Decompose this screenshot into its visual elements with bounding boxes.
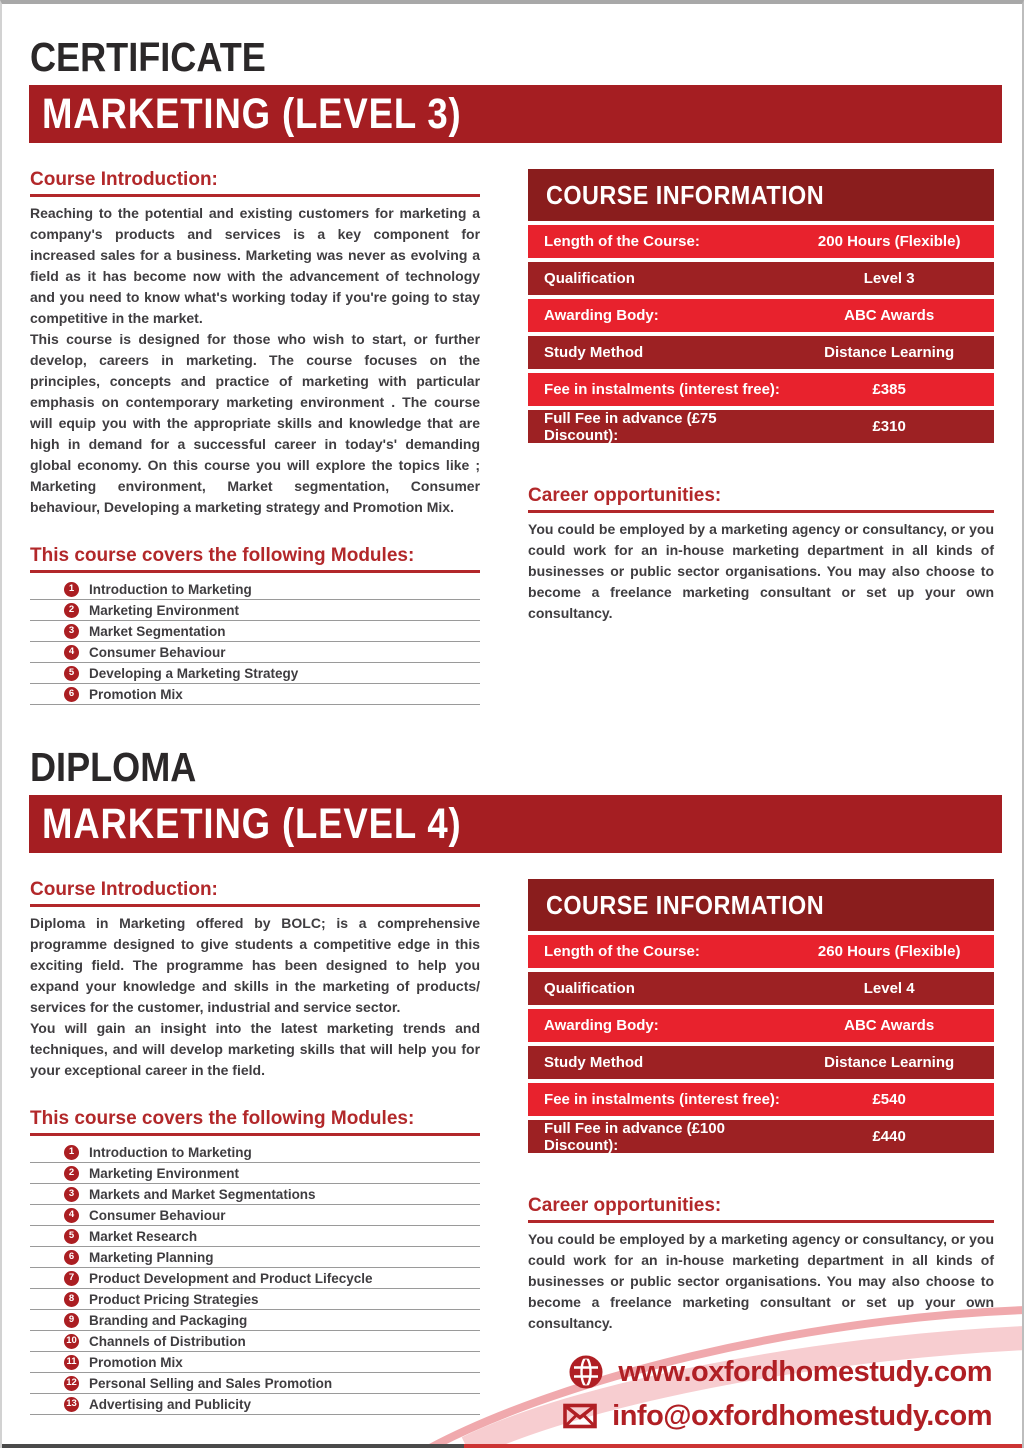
- career-text: You could be employed by a marketing agency or consultancy, or you could work for an in-house marketing department in all kinds of businesses or public sector organisations. You may also choose to become a freelance marketing consultant or set up your own consultancy.: [528, 521, 994, 621]
- info-value: £440: [872, 1128, 906, 1145]
- modules-list: [30, 579, 480, 705]
- info-row: [528, 1083, 994, 1116]
- career-heading: Career opportunities:: [528, 1195, 994, 1223]
- module-item: [30, 1226, 480, 1247]
- info-label: Full Fee in advance (£75 Discount):: [544, 409, 717, 444]
- email-text: info@oxfordhomestudy.com: [612, 1399, 992, 1432]
- info-value: ABC Awards: [844, 307, 935, 324]
- module-number-badge: 10: [64, 1334, 79, 1349]
- certificate-right-column: [528, 169, 994, 705]
- bottom-border-right: [464, 1444, 1022, 1448]
- website-text: www.oxfordhomestudy.com: [618, 1355, 992, 1388]
- module-title: Marketing Environment: [89, 602, 240, 618]
- module-item: [30, 1247, 480, 1268]
- module-item: [30, 1205, 480, 1226]
- info-label: Length of the Course:: [544, 943, 700, 960]
- email-link[interactable]: [562, 1398, 992, 1434]
- module-title: Consumer Behaviour: [89, 1207, 226, 1223]
- module-number-badge: 9: [64, 1313, 79, 1328]
- module-title: Advertising and Publicity: [89, 1396, 252, 1412]
- info-row: [528, 935, 994, 968]
- info-value: 200 Hours (Flexible): [817, 233, 961, 250]
- module-number-badge: 6: [64, 1250, 79, 1265]
- info-label: Fee in instalments (interest free):: [544, 1091, 780, 1108]
- info-row: [528, 1120, 994, 1153]
- intro-paragraph: Reaching to the potential and existing customers for marketing a company's products and services is a key component for increased sales for a business. Marketing was never as evolving a field as it has become now with the advancement of technology and you need to know what's working today if you're going to stay competitive in the market.: [30, 205, 481, 326]
- module-item: [30, 1163, 480, 1184]
- course-info-table: [528, 935, 994, 1153]
- info-row: [528, 972, 994, 1005]
- intro-heading: Course Introduction:: [30, 879, 480, 907]
- info-label: Study Method: [544, 344, 644, 361]
- module-title: Product Development and Product Lifecycle: [89, 1270, 373, 1286]
- module-item: [30, 1268, 480, 1289]
- module-number-badge: 2: [64, 603, 79, 618]
- course-info-title: COURSE INFORMATION: [546, 889, 825, 920]
- info-value: Distance Learning: [824, 344, 955, 361]
- course-info-header: [528, 879, 994, 931]
- info-row: [528, 373, 994, 406]
- module-title: Product Pricing Strategies: [89, 1291, 259, 1307]
- module-title: Markets and Market Segmentations: [89, 1186, 316, 1202]
- info-label: Qualification: [544, 270, 635, 287]
- info-label: Awarding Body:: [544, 1017, 659, 1034]
- module-title: Personal Selling and Sales Promotion: [89, 1375, 333, 1391]
- info-value: Distance Learning: [824, 1054, 955, 1071]
- module-item: [30, 663, 480, 684]
- module-item: [30, 1394, 480, 1415]
- info-label: Fee in instalments (interest free):: [544, 381, 780, 398]
- info-row: [528, 225, 994, 258]
- diploma-kicker: DIPLOMA: [30, 744, 197, 790]
- info-row: [528, 1009, 994, 1042]
- certificate-title: MARKETING (LEVEL 3): [42, 89, 462, 138]
- intro-heading: Course Introduction:: [30, 169, 480, 197]
- module-number-badge: 5: [64, 1229, 79, 1244]
- module-title: Promotion Mix: [89, 686, 183, 702]
- module-number-badge: 11: [64, 1355, 79, 1370]
- module-number-badge: 12: [64, 1376, 79, 1391]
- module-title: Consumer Behaviour: [89, 644, 226, 660]
- career-text: You could be employed by a marketing agency or consultancy, or you could work for an in-house marketing department in all kinds of businesses or public sector organisations. You may also choose to become a freelance marketing consultant or set up your own consultancy.: [528, 1231, 994, 1331]
- info-label: Study Method: [544, 1054, 644, 1071]
- website-link[interactable]: [568, 1354, 992, 1390]
- module-number-badge: 4: [64, 1208, 79, 1223]
- info-value: Level 4: [863, 980, 915, 997]
- diploma-title-banner: [29, 795, 1002, 853]
- module-number-badge: 5: [64, 666, 79, 681]
- module-number-badge: 1: [64, 1145, 79, 1160]
- module-item: [30, 1373, 480, 1394]
- certificate-section: [2, 34, 1022, 705]
- info-row: [528, 299, 994, 332]
- info-label: Length of the Course:: [544, 233, 700, 250]
- module-number-badge: 6: [64, 687, 79, 702]
- mail-icon: [562, 1398, 598, 1434]
- info-value: Level 3: [863, 270, 915, 287]
- module-number-badge: 4: [64, 645, 79, 660]
- module-title: Introduction to Marketing: [89, 1144, 252, 1160]
- module-item: [30, 600, 480, 621]
- module-item: [30, 1352, 480, 1373]
- intro-paragraph: This course is designed for those who wish to start, or further develop, careers in marketing. The course focuses on the principles, concepts and practice of marketing with particular emphasis on contemporary marketing environment . The course will equip you with the appropriate skills and knowledge that are high in demand for a successful career in today's' demanding global economy. On this course you will explore the topics like ; Marketing environment, Market segmentation, Consumer behaviour, Developing a marketing strategy and Promotion Mix.: [30, 331, 481, 515]
- info-value: £385: [872, 381, 906, 398]
- module-title: Market Research: [89, 1228, 198, 1244]
- bottom-border-left: [2, 1444, 464, 1448]
- info-value: £540: [872, 1091, 906, 1108]
- module-item: [30, 1289, 480, 1310]
- module-title: Channels of Distribution: [89, 1333, 246, 1349]
- intro-paragraph: You will gain an insight into the latest marketing trends and techniques, and will develop marketing skills that will help you for your exceptional career in the field.: [30, 1020, 481, 1078]
- module-title: Marketing Environment: [89, 1165, 240, 1181]
- module-title: Promotion Mix: [89, 1354, 183, 1370]
- module-item: [30, 621, 480, 642]
- info-row: [528, 1046, 994, 1079]
- career-heading: Career opportunities:: [528, 485, 994, 513]
- diploma-right-column: [528, 879, 994, 1415]
- module-number-badge: 3: [64, 624, 79, 639]
- info-label: Qualification: [544, 980, 635, 997]
- module-title: Marketing Planning: [89, 1249, 214, 1265]
- info-value: 260 Hours (Flexible): [817, 943, 961, 960]
- course-info-header: [528, 169, 994, 221]
- info-value: £310: [872, 418, 906, 435]
- diploma-section: [2, 744, 1022, 1415]
- module-number-badge: 8: [64, 1292, 79, 1307]
- course-info-table: [528, 225, 994, 443]
- certificate-kicker: CERTIFICATE: [30, 34, 266, 80]
- globe-icon: [568, 1354, 604, 1390]
- info-label: Awarding Body:: [544, 307, 659, 324]
- info-label: Full Fee in advance (£100 Discount):: [544, 1119, 725, 1154]
- module-title: Branding and Packaging: [89, 1312, 248, 1328]
- info-row: [528, 262, 994, 295]
- module-item: [30, 1184, 480, 1205]
- modules-heading: This course covers the following Modules:: [30, 1108, 480, 1136]
- info-value: ABC Awards: [844, 1017, 935, 1034]
- info-row: [528, 336, 994, 369]
- module-item: [30, 579, 480, 600]
- intro-paragraph: Diploma in Marketing offered by BOLC; is a comprehensive programme designed to give students a competitive edge in this exciting field. The programme has been designed to help you expand your knowledge and skills in the marketing of products/ services for the customer, industrial and service sector.: [30, 915, 481, 1015]
- course-info-title: COURSE INFORMATION: [546, 179, 825, 210]
- module-item: [30, 642, 480, 663]
- module-title: Developing a Marketing Strategy: [89, 665, 299, 681]
- diploma-title: MARKETING (LEVEL 4): [42, 799, 462, 848]
- certificate-title-banner: [29, 85, 1002, 143]
- diploma-left-column: [30, 879, 480, 1415]
- module-item: [30, 1331, 480, 1352]
- certificate-left-column: [30, 169, 480, 705]
- info-row: [528, 410, 994, 443]
- footer-contacts: [562, 1354, 992, 1434]
- module-item: [30, 1142, 480, 1163]
- module-number-badge: 7: [64, 1271, 79, 1286]
- module-number-badge: 13: [64, 1397, 79, 1412]
- modules-list: [30, 1142, 480, 1415]
- module-item: [30, 1310, 480, 1331]
- module-title: Market Segmentation: [89, 623, 226, 639]
- modules-heading: This course covers the following Modules:: [30, 545, 480, 573]
- module-number-badge: 1: [64, 582, 79, 597]
- module-number-badge: 3: [64, 1187, 79, 1202]
- module-item: [30, 684, 480, 705]
- module-number-badge: 2: [64, 1166, 79, 1181]
- module-title: Introduction to Marketing: [89, 581, 252, 597]
